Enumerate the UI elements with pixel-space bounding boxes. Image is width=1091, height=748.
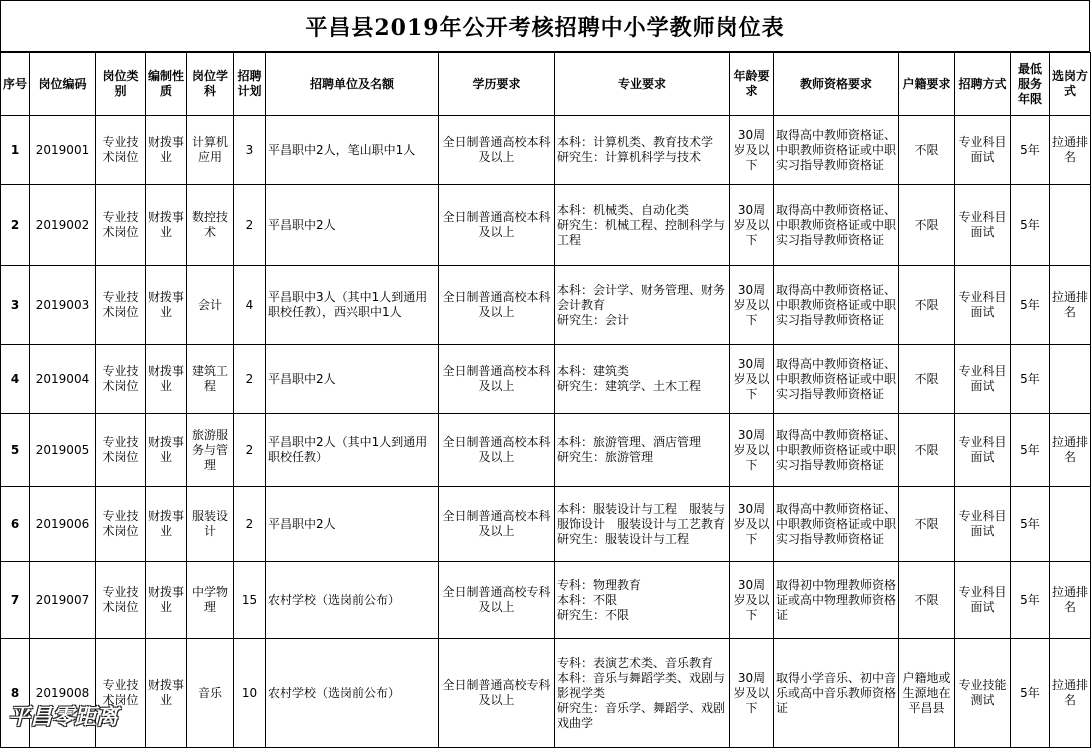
table-cell: 3 <box>234 116 266 185</box>
table-cell: 会计 <box>187 266 234 345</box>
table-cell: 全日制普通高校专科及以上 <box>439 639 555 748</box>
table-cell: 不限 <box>899 562 955 639</box>
table-cell: 中学物理 <box>187 562 234 639</box>
page-title: 平昌县2019年公开考核招聘中小学教师岗位表 <box>305 14 785 41</box>
table-cell: 5年 <box>1011 185 1050 266</box>
table-cell: 7 <box>1 562 30 639</box>
header-cell: 招聘计划 <box>234 53 266 116</box>
table-cell: 专业科目面试 <box>955 185 1011 266</box>
table-cell: 2019008 <box>30 639 96 748</box>
table-cell: 拉通排名 <box>1050 414 1091 487</box>
header-cell: 序号 <box>1 53 30 116</box>
header-cell: 招聘方式 <box>955 53 1011 116</box>
table-cell: 财拨事业 <box>146 487 187 562</box>
table-cell <box>1050 487 1091 562</box>
table-cell: 2 <box>234 345 266 414</box>
table-row <box>1 414 1091 487</box>
table-cell: 2 <box>234 414 266 487</box>
table-cell: 不限 <box>899 116 955 185</box>
table-cell: 专业技术岗位 <box>96 345 146 414</box>
table-cell: 全日制普通高校本科及以上 <box>439 185 555 266</box>
table-cell: 建筑工程 <box>187 345 234 414</box>
table-cell: 6 <box>1 487 30 562</box>
table-row <box>1 116 1091 185</box>
table-cell: 30周岁及以下 <box>730 414 774 487</box>
table-cell: 全日制普通高校本科及以上 <box>439 116 555 185</box>
table-cell: 全日制普通高校本科及以上 <box>439 266 555 345</box>
table-cell: 取得高中教师资格证、中职教师资格证或中职实习指导教师资格证 <box>774 414 899 487</box>
table-cell: 本科：计算机类、教育技术学 研究生：计算机科学与技术 <box>555 116 730 185</box>
table-cell: 本科：旅游管理、酒店管理 研究生：旅游管理 <box>555 414 730 487</box>
table-cell: 2019006 <box>30 487 96 562</box>
table-cell: 专业技能测试 <box>955 639 1011 748</box>
table-cell: 2019004 <box>30 345 96 414</box>
table-cell: 农村学校（选岗前公布） <box>266 562 439 639</box>
header-cell: 户籍要求 <box>899 53 955 116</box>
table-cell <box>1050 185 1091 266</box>
table-cell: 2019002 <box>30 185 96 266</box>
table-cell: 财拨事业 <box>146 345 187 414</box>
table-cell: 拉通排名 <box>1050 562 1091 639</box>
table-cell: 财拨事业 <box>146 639 187 748</box>
table-cell: 不限 <box>899 487 955 562</box>
table-cell: 5年 <box>1011 116 1050 185</box>
table-cell: 全日制普通高校本科及以上 <box>439 487 555 562</box>
header-cell: 选岗方式 <box>1050 53 1091 116</box>
table-cell: 财拨事业 <box>146 266 187 345</box>
table-cell: 专业科目面试 <box>955 116 1011 185</box>
table-cell: 全日制普通高校本科及以上 <box>439 345 555 414</box>
table-cell: 平昌职中2人，笔山职中1人 <box>266 116 439 185</box>
table-cell: 30周岁及以下 <box>730 639 774 748</box>
table-cell: 30周岁及以下 <box>730 345 774 414</box>
header-cell: 年龄要求 <box>730 53 774 116</box>
table-cell: 5年 <box>1011 345 1050 414</box>
table-cell: 本科：建筑类 研究生：建筑学、土木工程 <box>555 345 730 414</box>
table-cell: 专科：表演艺术类、音乐教育 本科：音乐与舞蹈学类、戏剧与影视学类 研究生：音乐学、舞蹈学、戏剧戏曲学 <box>555 639 730 748</box>
header-cell: 岗位类别 <box>96 53 146 116</box>
table-cell: 3 <box>1 266 30 345</box>
table-row <box>1 562 1091 639</box>
table-cell: 专科：物理教育 本科：不限 研究生：不限 <box>555 562 730 639</box>
table-cell: 拉通排名 <box>1050 266 1091 345</box>
table-cell: 全日制普通高校专科及以上 <box>439 562 555 639</box>
table-cell: 本科：服装设计与工程 服装与服饰设计 服装设计与工艺教育 研究生：服装设计与工程 <box>555 487 730 562</box>
table-cell: 全日制普通高校本科及以上 <box>439 414 555 487</box>
table-cell: 拉通排名 <box>1050 639 1091 748</box>
table-cell: 专业技术岗位 <box>96 266 146 345</box>
table-title-row <box>0 0 1090 52</box>
table-cell: 音乐 <box>187 639 234 748</box>
table-row <box>1 345 1091 414</box>
table-cell: 取得高中教师资格证、中职教师资格证或中职实习指导教师资格证 <box>774 116 899 185</box>
table-cell: 服装设计 <box>187 487 234 562</box>
table-cell: 计算机应用 <box>187 116 234 185</box>
table-cell: 30周岁及以下 <box>730 562 774 639</box>
table-cell: 5年 <box>1011 562 1050 639</box>
table-cell: 5年 <box>1011 487 1050 562</box>
table-cell: 30周岁及以下 <box>730 185 774 266</box>
table-cell: 30周岁及以下 <box>730 487 774 562</box>
table-cell: 平昌职中3人（其中1人到通用职校任教），西兴职中1人 <box>266 266 439 345</box>
table-cell: 取得高中教师资格证、中职教师资格证或中职实习指导教师资格证 <box>774 266 899 345</box>
table-cell: 取得高中教师资格证、中职教师资格证或中职实习指导教师资格证 <box>774 487 899 562</box>
table-cell <box>1050 345 1091 414</box>
table-cell: 财拨事业 <box>146 116 187 185</box>
table-cell: 专业技术岗位 <box>96 562 146 639</box>
table-cell: 2019007 <box>30 562 96 639</box>
table-cell: 本科：会计学、财务管理、财务会计教育 研究生：会计 <box>555 266 730 345</box>
table-cell: 专业技术岗位 <box>96 414 146 487</box>
table-cell: 平昌职中2人 <box>266 185 439 266</box>
table-cell: 2 <box>234 487 266 562</box>
table-cell: 平昌职中2人 <box>266 345 439 414</box>
table-cell: 30周岁及以下 <box>730 266 774 345</box>
table-row <box>1 185 1091 266</box>
header-cell: 岗位学科 <box>187 53 234 116</box>
table-cell: 财拨事业 <box>146 562 187 639</box>
table-cell: 平昌职中2人 <box>266 487 439 562</box>
header-cell: 岗位编码 <box>30 53 96 116</box>
table-cell: 取得小学音乐、初中音乐或高中音乐教师资格证 <box>774 639 899 748</box>
table-cell: 专业技术岗位 <box>96 639 146 748</box>
table-cell: 专业科目面试 <box>955 414 1011 487</box>
header-cell: 学历要求 <box>439 53 555 116</box>
table-cell: 5 <box>1 414 30 487</box>
table-cell: 2 <box>234 185 266 266</box>
table-cell: 15 <box>234 562 266 639</box>
table-cell: 10 <box>234 639 266 748</box>
table-cell: 1 <box>1 116 30 185</box>
table-cell: 5年 <box>1011 414 1050 487</box>
table-cell: 不限 <box>899 414 955 487</box>
table-cell: 户籍地或生源地在平昌县 <box>899 639 955 748</box>
table-cell: 本科：机械类、自动化类 研究生：机械工程、控制科学与工程 <box>555 185 730 266</box>
watermark-logo: 平昌零距离 <box>8 705 119 730</box>
table-cell: 数控技术 <box>187 185 234 266</box>
table-cell: 不限 <box>899 185 955 266</box>
table-cell: 不限 <box>899 266 955 345</box>
table-row <box>1 487 1091 562</box>
table-cell: 2019003 <box>30 266 96 345</box>
recruitment-table <box>0 52 1091 748</box>
table-cell: 不限 <box>899 345 955 414</box>
table-cell: 30周岁及以下 <box>730 116 774 185</box>
table-cell: 专业科目面试 <box>955 266 1011 345</box>
table-cell: 5年 <box>1011 266 1050 345</box>
table-cell: 专业技术岗位 <box>96 185 146 266</box>
header-cell: 编制性质 <box>146 53 187 116</box>
header-cell: 教师资格要求 <box>774 53 899 116</box>
table-cell: 2019005 <box>30 414 96 487</box>
table-cell: 8 <box>1 639 30 748</box>
header-cell: 招聘单位及名额 <box>266 53 439 116</box>
table-cell: 5年 <box>1011 639 1050 748</box>
header-row <box>1 53 1091 116</box>
table-cell: 农村学校（选岗前公布） <box>266 639 439 748</box>
table-row <box>1 266 1091 345</box>
table-cell: 2 <box>1 185 30 266</box>
table-cell: 取得初中物理教师资格证或高中物理教师资格证 <box>774 562 899 639</box>
table-row <box>1 639 1091 748</box>
table-cell: 旅游服务与管理 <box>187 414 234 487</box>
table-cell: 财拨事业 <box>146 414 187 487</box>
table-cell: 专业技术岗位 <box>96 487 146 562</box>
table-cell: 2019001 <box>30 116 96 185</box>
header-cell: 最低服务年限 <box>1011 53 1050 116</box>
table-cell: 专业科目面试 <box>955 487 1011 562</box>
table-cell: 专业科目面试 <box>955 562 1011 639</box>
table-cell: 专业技术岗位 <box>96 116 146 185</box>
table-cell: 平昌职中2人（其中1人到通用职校任教） <box>266 414 439 487</box>
header-cell: 专业要求 <box>555 53 730 116</box>
table-cell: 4 <box>1 345 30 414</box>
table-cell: 拉通排名 <box>1050 116 1091 185</box>
table-cell: 财拨事业 <box>146 185 187 266</box>
table-cell: 取得高中教师资格证、中职教师资格证或中职实习指导教师资格证 <box>774 185 899 266</box>
table-cell: 取得高中教师资格证、中职教师资格证或中职实习指导教师资格证 <box>774 345 899 414</box>
table-cell: 专业科目面试 <box>955 345 1011 414</box>
table-cell: 4 <box>234 266 266 345</box>
